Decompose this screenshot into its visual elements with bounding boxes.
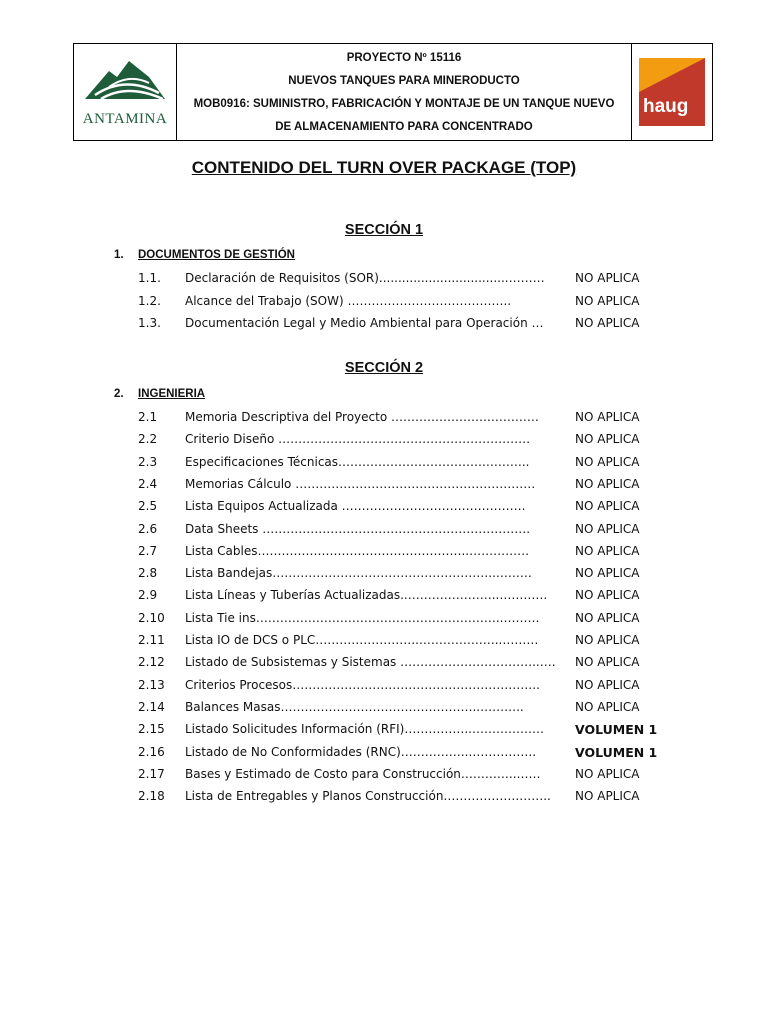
- item-title: Lista de Entregables y Planos Construcción……………….……..: [185, 789, 551, 804]
- item-status: NO APLICA: [575, 454, 640, 469]
- item-number: 2.14: [138, 699, 165, 714]
- item-number: 2.18: [138, 789, 165, 804]
- list-item: [138, 432, 678, 448]
- list-item: [138, 544, 678, 560]
- haug-logo-mark: [639, 58, 705, 126]
- list-item: [138, 767, 678, 783]
- section-1-title: SECCIÓN 1: [344, 222, 424, 238]
- item-title: Lista Cables……………………………………………..……………: [185, 543, 530, 558]
- item-number: 2.8: [138, 566, 158, 581]
- item-title: Alcance del Trabajo (SOW) …………………………………..: [185, 293, 512, 308]
- item-status: NO APLICA: [575, 499, 640, 514]
- item-number: 2.2: [138, 432, 158, 447]
- item-title: Declaración de Requisitos (SOR)..................................………: [185, 271, 545, 285]
- list-item: [138, 271, 678, 287]
- list-item: [138, 455, 678, 471]
- section-1-heading-number: 1.: [114, 249, 124, 261]
- list-item: [138, 566, 678, 582]
- section-2-title: SECCIÓN 2: [344, 360, 424, 376]
- item-number: 2.15: [138, 722, 165, 737]
- section-2-heading-number: 2.: [114, 388, 124, 400]
- list-item: [138, 477, 678, 493]
- item-title: Lista IO de DCS o PLC……………………..…………….…..………: [185, 633, 539, 647]
- item-title: Lista Equipos Actualizada ……………………………………….: [185, 499, 526, 514]
- item-number: 2.16: [138, 744, 165, 759]
- haug-logo: [631, 44, 712, 140]
- list-item: [138, 745, 678, 761]
- item-status: NO APLICA: [575, 610, 640, 625]
- item-number: 2.1: [138, 410, 158, 424]
- antamina-logo: [74, 44, 177, 140]
- list-item: [138, 499, 678, 515]
- item-status: NO APLICA: [575, 316, 640, 330]
- item-title: Memoria Descriptiva del Proyecto …………………….…………: [185, 410, 539, 424]
- item-status: NO APLICA: [575, 655, 640, 670]
- item-title: Bases y Estimado de Costo para Construcción…………..……: [185, 766, 541, 781]
- section-2-heading: [114, 388, 205, 400]
- item-title: Listado de No Conformidades (RNC)……………..……………..: [185, 744, 537, 759]
- list-item: [138, 700, 678, 716]
- item-number: 2.9: [138, 588, 158, 603]
- item-title: Listado Solicitudes Información (RFI)……………..………………: [185, 722, 544, 737]
- item-title: Memorias Cálculo ……………………………………………………: [185, 476, 536, 491]
- item-status: NO APLICA: [575, 543, 640, 558]
- item-status: NO APLICA: [575, 677, 640, 692]
- item-title: Listado de Subsistemas y Sistemas ……………………………..….: [185, 655, 556, 670]
- item-title: Especificaciones Técnicas……………………………….………..: [185, 454, 530, 469]
- list-item: [138, 588, 678, 604]
- item-number: 2.11: [138, 633, 165, 647]
- page-title: CONTENIDO DEL TURN OVER PACKAGE (TOP): [191, 158, 577, 177]
- item-status: NO APLICA: [575, 588, 640, 603]
- item-status: NO APLICA: [575, 566, 640, 581]
- item-number: 2.12: [138, 655, 165, 670]
- item-number: 2.4: [138, 476, 158, 491]
- list-item: [138, 655, 678, 671]
- document-header: [73, 43, 713, 141]
- item-number: 1.3.: [138, 316, 161, 330]
- item-status: NO APLICA: [575, 699, 640, 714]
- item-title: Criterios Procesos……………………………………………………..: [185, 677, 540, 692]
- item-number: 2.6: [138, 521, 158, 536]
- list-item: [138, 611, 678, 627]
- haug-logo-text: haug: [643, 96, 689, 117]
- item-number: 1.1.: [138, 271, 161, 285]
- item-number: 2.10: [138, 610, 165, 625]
- list-item: [138, 316, 678, 332]
- item-title: Balances Masas…………………………………………..………..: [185, 699, 524, 714]
- item-number: 2.5: [138, 499, 158, 514]
- header-title-block: [177, 44, 631, 140]
- svg-text:ANTAMINA: ANTAMINA: [82, 111, 168, 127]
- item-status: NO APLICA: [575, 271, 640, 285]
- project-scope-line-2: DE ALMACENAMIENTO PARA CONCENTRADO: [275, 120, 533, 133]
- item-number: 2.13: [138, 677, 165, 692]
- section-2-heading-label: INGENIERIA: [138, 388, 206, 400]
- item-number: 2.3: [138, 454, 158, 469]
- item-status: NO APLICA: [575, 521, 640, 536]
- project-scope-line-1: MOB0916: SUMINISTRO, FABRICACIÓN Y MONTAJE DE UN TANQUE NUEVO: [193, 97, 615, 110]
- section-1-heading: [114, 249, 295, 261]
- item-title: Documentación Legal y Medio Ambiental para Operación …: [185, 316, 544, 330]
- section-1-heading-label: DOCUMENTOS DE GESTIÓN: [138, 249, 295, 261]
- item-title: Criterio Diseño ………………………………………………………: [185, 432, 531, 447]
- item-number: 2.7: [138, 543, 158, 558]
- item-status: VOLUMEN 1: [575, 722, 658, 738]
- item-number: 2.17: [138, 766, 165, 781]
- item-title: Lista Bandejas………………………………………………..………: [185, 566, 532, 581]
- item-number: 1.2.: [138, 293, 161, 308]
- list-item: [138, 789, 678, 805]
- list-item: [138, 294, 678, 310]
- item-title: Lista Líneas y Tuberías Actualizadas..…………………..…………: [185, 588, 548, 603]
- project-name: NUEVOS TANQUES PARA MINERODUCTO: [288, 74, 520, 87]
- list-item: [138, 633, 678, 649]
- item-status: VOLUMEN 1: [575, 744, 658, 760]
- item-status: NO APLICA: [575, 633, 640, 647]
- antamina-mountain-icon: [79, 53, 171, 131]
- item-status: NO APLICA: [575, 293, 640, 308]
- list-item: [138, 522, 678, 538]
- list-item: [138, 410, 678, 426]
- project-number: PROYECTO Nº 15116: [346, 51, 462, 64]
- item-status: NO APLICA: [575, 410, 640, 424]
- list-item: [138, 678, 678, 694]
- item-title: Data Sheets ………………………………………………………….: [185, 521, 531, 536]
- item-status: NO APLICA: [575, 789, 640, 804]
- item-status: NO APLICA: [575, 476, 640, 491]
- item-title: Lista Tie ins……………………………………………………..………: [185, 610, 540, 625]
- item-status: NO APLICA: [575, 766, 640, 781]
- item-status: NO APLICA: [575, 432, 640, 447]
- list-item: [138, 722, 678, 738]
